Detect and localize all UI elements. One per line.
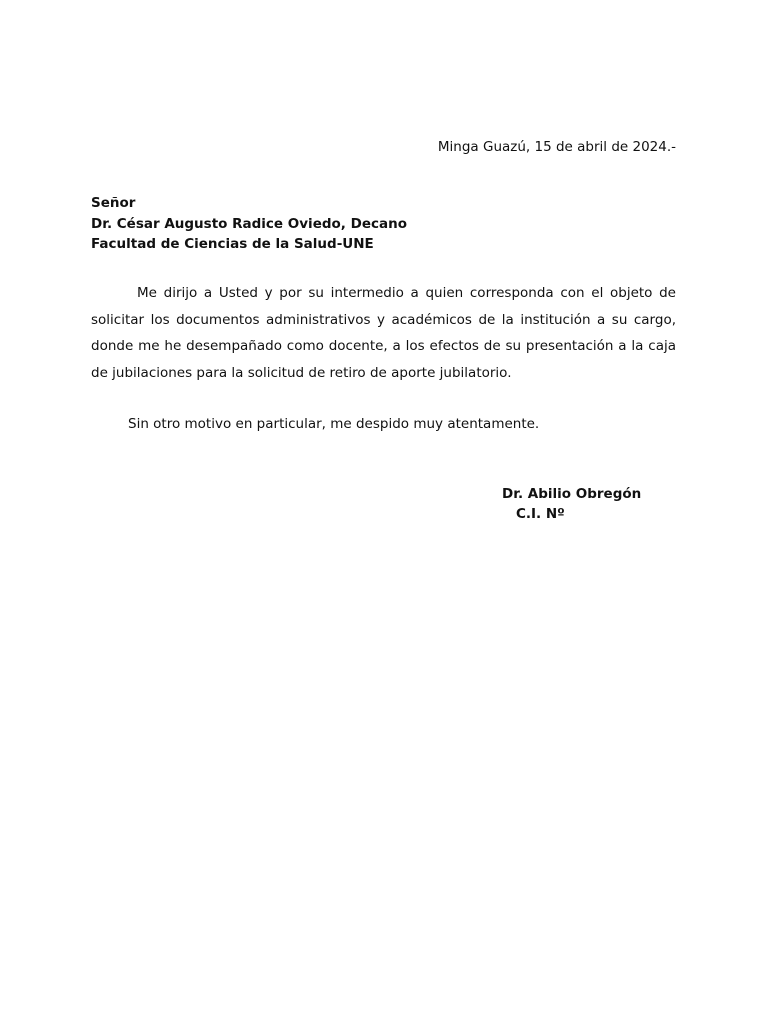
letter-closing: Sin otro motivo en particular, me despido muy atentamente.	[128, 416, 540, 432]
recipient-name: Dr. César Augusto Radice Oviedo, Decano	[91, 215, 407, 232]
letter-date: Minga Guazú, 15 de abril de 2024.-	[437, 139, 676, 155]
letter-body: Me dirijo a Usted y por su intermedio a quien corresponda con el objeto de solicitar los documentos administrativos y académicos de la institución a su cargo, donde me he desempañado como docente, a los efectos de su presentación a la caja de jubilaciones para la solicitud de retiro de aporte jubilatorio.	[91, 285, 676, 382]
recipient-institution: Facultad de Ciencias de la Salud-UNE	[91, 236, 374, 252]
signature-block	[502, 484, 641, 524]
signature-id-label: C.I. Nº	[516, 506, 565, 522]
recipient-block	[91, 193, 407, 255]
signature-name: Dr. Abilio Obregón	[502, 486, 642, 502]
recipient-salutation: Señor	[91, 195, 136, 211]
